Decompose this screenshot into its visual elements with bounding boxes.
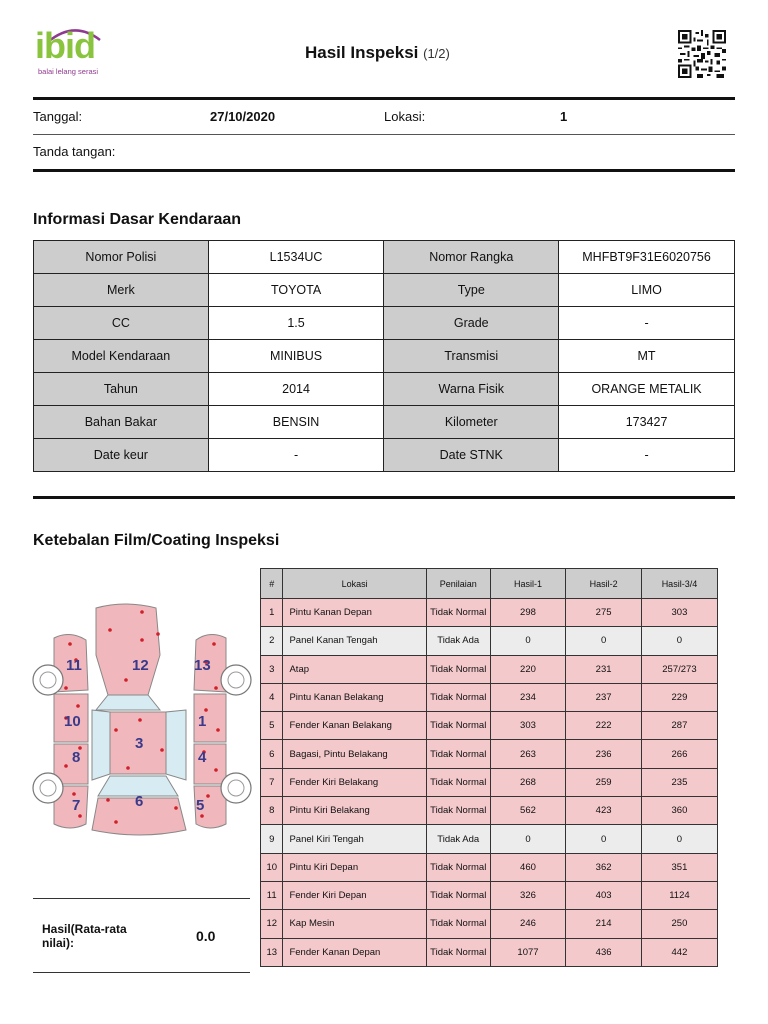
table-row bbox=[261, 599, 718, 627]
table-row bbox=[34, 241, 735, 274]
row-hasil-2: 222 bbox=[566, 712, 642, 740]
car-diagram bbox=[30, 600, 255, 840]
table-row bbox=[34, 439, 735, 472]
info-value: MHFBT9F31E6020756 bbox=[559, 241, 735, 274]
row-hasil-3-4: 266 bbox=[641, 740, 717, 768]
row-hasil-3-4: 303 bbox=[641, 599, 717, 627]
row-hasil-3-4: 360 bbox=[641, 797, 717, 825]
col-header: Hasil-3/4 bbox=[641, 569, 717, 599]
row-hasil-2: 275 bbox=[566, 599, 642, 627]
col-header: Penilaian bbox=[426, 569, 490, 599]
row-penilaian: Tidak Ada bbox=[426, 627, 490, 655]
panel-number-1: 1 bbox=[198, 713, 207, 730]
table-row bbox=[261, 655, 718, 683]
row-number: 12 bbox=[261, 910, 283, 938]
row-number: 3 bbox=[261, 655, 283, 683]
meta-divider bbox=[33, 134, 735, 135]
result-label: Hasil(Rata-rata nilai): bbox=[42, 922, 127, 950]
row-lokasi: Fender Kanan Depan bbox=[283, 938, 426, 966]
row-number: 5 bbox=[261, 712, 283, 740]
tanggal-label: Tanggal: bbox=[33, 109, 83, 124]
info-value: - bbox=[208, 439, 384, 472]
row-hasil-1: 562 bbox=[490, 797, 566, 825]
row-penilaian: Tidak Normal bbox=[426, 910, 490, 938]
row-lokasi: Panel Kiri Tengah bbox=[283, 825, 426, 853]
row-hasil-1: 326 bbox=[490, 881, 566, 909]
row-hasil-2: 0 bbox=[566, 627, 642, 655]
info-value: - bbox=[559, 307, 735, 340]
row-lokasi: Pintu Kiri Depan bbox=[283, 853, 426, 881]
logo-tagline: balai lelang serasi bbox=[38, 67, 99, 76]
info-key: Transmisi bbox=[384, 340, 559, 373]
row-hasil-3-4: 235 bbox=[641, 768, 717, 796]
car-windshield bbox=[96, 695, 160, 710]
row-hasil-1: 268 bbox=[490, 768, 566, 796]
result-bottom-rule bbox=[33, 972, 250, 973]
row-penilaian: Tidak Normal bbox=[426, 683, 490, 711]
info-key: Nomor Rangka bbox=[384, 241, 559, 274]
table-row bbox=[261, 712, 718, 740]
info-key: Tahun bbox=[34, 373, 209, 406]
result-value: 0.0 bbox=[196, 928, 216, 944]
info-value: 2014 bbox=[208, 373, 384, 406]
title-text: Hasil Inspeksi bbox=[305, 43, 419, 62]
row-hasil-3-4: 351 bbox=[641, 853, 717, 881]
qr-code-icon bbox=[677, 30, 727, 78]
row-hasil-2: 214 bbox=[566, 910, 642, 938]
logo: ibid bbox=[35, 25, 95, 66]
row-number: 4 bbox=[261, 683, 283, 711]
info-key: Bahan Bakar bbox=[34, 406, 209, 439]
car-panel-hood bbox=[96, 604, 160, 695]
row-hasil-3-4: 257/273 bbox=[641, 655, 717, 683]
info-value: 173427 bbox=[559, 406, 735, 439]
row-number: 13 bbox=[261, 938, 283, 966]
row-lokasi: Kap Mesin bbox=[283, 910, 426, 938]
panel-number-7: 7 bbox=[72, 797, 81, 814]
info-key: Date keur bbox=[34, 439, 209, 472]
row-number: 10 bbox=[261, 853, 283, 881]
row-hasil-3-4: 287 bbox=[641, 712, 717, 740]
row-lokasi: Fender Kanan Belakang bbox=[283, 712, 426, 740]
info-value: TOYOTA bbox=[208, 274, 384, 307]
info-key: Nomor Polisi bbox=[34, 241, 209, 274]
row-number: 8 bbox=[261, 797, 283, 825]
row-number: 9 bbox=[261, 825, 283, 853]
row-lokasi: Atap bbox=[283, 655, 426, 683]
row-lokasi: Bagasi, Pintu Belakang bbox=[283, 740, 426, 768]
coating-heading: Ketebalan Film/Coating Inspeksi bbox=[33, 532, 280, 549]
col-header: Hasil-1 bbox=[490, 569, 566, 599]
panel-number-3: 3 bbox=[135, 735, 144, 752]
row-hasil-2: 231 bbox=[566, 655, 642, 683]
row-lokasi: Pintu Kanan Depan bbox=[283, 599, 426, 627]
row-hasil-2: 362 bbox=[566, 853, 642, 881]
table-row bbox=[261, 853, 718, 881]
row-hasil-3-4: 250 bbox=[641, 910, 717, 938]
coating-table bbox=[260, 568, 718, 967]
wheel-icon bbox=[33, 665, 63, 695]
table-row bbox=[261, 881, 718, 909]
row-hasil-1: 0 bbox=[490, 825, 566, 853]
wheel-icon bbox=[33, 773, 63, 803]
row-penilaian: Tidak Ada bbox=[426, 825, 490, 853]
info-key: Model Kendaraan bbox=[34, 340, 209, 373]
table-row bbox=[261, 768, 718, 796]
lokasi-label: Lokasi: bbox=[384, 109, 426, 124]
row-lokasi: Pintu Kanan Belakang bbox=[283, 683, 426, 711]
panel-number-4: 4 bbox=[198, 749, 207, 766]
page-indicator: (1/2) bbox=[423, 46, 450, 61]
table-row bbox=[261, 683, 718, 711]
table-row bbox=[261, 825, 718, 853]
row-hasil-1: 234 bbox=[490, 683, 566, 711]
row-hasil-3-4: 229 bbox=[641, 683, 717, 711]
row-hasil-2: 423 bbox=[566, 797, 642, 825]
row-hasil-1: 220 bbox=[490, 655, 566, 683]
row-penilaian: Tidak Normal bbox=[426, 853, 490, 881]
info-key: Date STNK bbox=[384, 439, 559, 472]
col-header: Lokasi bbox=[283, 569, 426, 599]
table-row bbox=[261, 740, 718, 768]
row-hasil-2: 403 bbox=[566, 881, 642, 909]
table-row bbox=[34, 340, 735, 373]
row-number: 6 bbox=[261, 740, 283, 768]
table-row bbox=[261, 910, 718, 938]
row-lokasi: Fender Kiri Belakang bbox=[283, 768, 426, 796]
row-hasil-3-4: 0 bbox=[641, 627, 717, 655]
table-row bbox=[34, 307, 735, 340]
col-header: Hasil-2 bbox=[566, 569, 642, 599]
row-penilaian: Tidak Normal bbox=[426, 740, 490, 768]
panel-number-8: 8 bbox=[72, 749, 81, 766]
info-value: MT bbox=[559, 340, 735, 373]
table-row bbox=[261, 627, 718, 655]
header-rule bbox=[33, 97, 735, 100]
car-side-glass bbox=[166, 710, 186, 780]
info-value: - bbox=[559, 439, 735, 472]
wheel-icon bbox=[221, 773, 251, 803]
row-hasil-1: 246 bbox=[490, 910, 566, 938]
panel-number-11: 11 bbox=[66, 657, 82, 674]
meta-rule bbox=[33, 169, 735, 172]
panel-number-13: 13 bbox=[194, 657, 211, 674]
row-penilaian: Tidak Normal bbox=[426, 655, 490, 683]
row-hasil-1: 298 bbox=[490, 599, 566, 627]
row-number: 7 bbox=[261, 768, 283, 796]
panel-number-10: 10 bbox=[64, 713, 81, 730]
row-hasil-3-4: 442 bbox=[641, 938, 717, 966]
info-value: L1534UC bbox=[208, 241, 384, 274]
panel-number-6: 6 bbox=[135, 793, 144, 810]
info-value: ORANGE METALIK bbox=[559, 373, 735, 406]
row-hasil-1: 303 bbox=[490, 712, 566, 740]
info-value: 1.5 bbox=[208, 307, 384, 340]
row-hasil-3-4: 1124 bbox=[641, 881, 717, 909]
section-rule bbox=[33, 496, 735, 499]
wheel-icon bbox=[221, 665, 251, 695]
row-lokasi: Panel Kanan Tengah bbox=[283, 627, 426, 655]
info-value: LIMO bbox=[559, 274, 735, 307]
row-hasil-2: 259 bbox=[566, 768, 642, 796]
info-key: CC bbox=[34, 307, 209, 340]
info-value: MINIBUS bbox=[208, 340, 384, 373]
page-title bbox=[305, 42, 450, 65]
row-hasil-3-4: 0 bbox=[641, 825, 717, 853]
row-number: 1 bbox=[261, 599, 283, 627]
row-penilaian: Tidak Normal bbox=[426, 797, 490, 825]
row-hasil-1: 0 bbox=[490, 627, 566, 655]
lokasi-value: 1 bbox=[560, 109, 568, 124]
panel-number-5: 5 bbox=[196, 797, 205, 814]
row-hasil-1: 263 bbox=[490, 740, 566, 768]
table-row bbox=[261, 797, 718, 825]
info-key: Merk bbox=[34, 274, 209, 307]
row-lokasi: Fender Kiri Depan bbox=[283, 881, 426, 909]
info-value: BENSIN bbox=[208, 406, 384, 439]
row-penilaian: Tidak Normal bbox=[426, 768, 490, 796]
row-hasil-2: 0 bbox=[566, 825, 642, 853]
car-side-glass bbox=[92, 710, 110, 780]
panel-number-12: 12 bbox=[132, 657, 149, 674]
row-penilaian: Tidak Normal bbox=[426, 712, 490, 740]
table-row bbox=[34, 274, 735, 307]
info-key: Grade bbox=[384, 307, 559, 340]
info-heading: Informasi Dasar Kendaraan bbox=[33, 211, 242, 228]
vehicle-info-table bbox=[33, 240, 735, 472]
row-hasil-2: 436 bbox=[566, 938, 642, 966]
result-top-rule bbox=[33, 898, 250, 899]
row-penilaian: Tidak Normal bbox=[426, 881, 490, 909]
table-row bbox=[34, 373, 735, 406]
info-key: Type bbox=[384, 274, 559, 307]
tanda-tangan-label: Tanda tangan: bbox=[33, 144, 116, 159]
row-hasil-2: 236 bbox=[566, 740, 642, 768]
row-hasil-1: 460 bbox=[490, 853, 566, 881]
tanggal-value: 27/10/2020 bbox=[210, 109, 276, 124]
info-key: Kilometer bbox=[384, 406, 559, 439]
info-key: Warna Fisik bbox=[384, 373, 559, 406]
table-header-row bbox=[261, 569, 718, 599]
table-row bbox=[34, 406, 735, 439]
row-penilaian: Tidak Normal bbox=[426, 938, 490, 966]
row-hasil-2: 237 bbox=[566, 683, 642, 711]
row-hasil-1: 1077 bbox=[490, 938, 566, 966]
row-lokasi: Pintu Kiri Belakang bbox=[283, 797, 426, 825]
table-row bbox=[261, 938, 718, 966]
row-penilaian: Tidak Normal bbox=[426, 599, 490, 627]
col-header: # bbox=[261, 569, 283, 599]
row-number: 2 bbox=[261, 627, 283, 655]
row-number: 11 bbox=[261, 881, 283, 909]
